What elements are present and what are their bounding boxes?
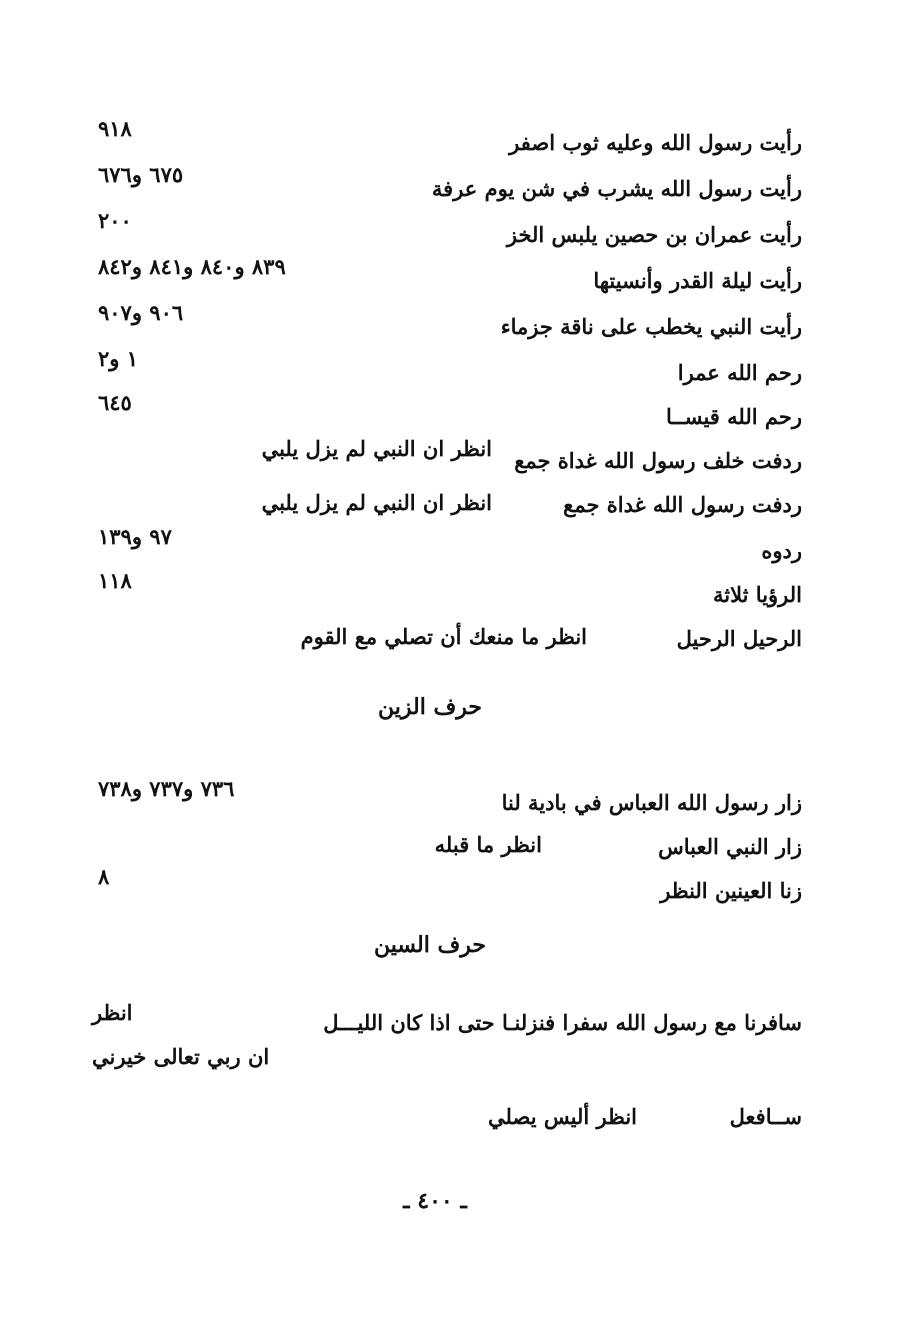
entry-ref: ١ و٢ [98, 346, 139, 371]
index-entry [90, 568, 802, 622]
index-entry [90, 346, 802, 400]
index-entry [90, 436, 802, 488]
entry-title: رحم الله عمرا [677, 360, 802, 385]
index-entry [90, 626, 802, 666]
paragraph-ref: انظر [92, 1000, 133, 1025]
entry-ref: انظر ان النبي لم يزل يلبي [261, 436, 492, 461]
entry-ref: ٨ [98, 864, 110, 889]
entry-title: الرحيل الرحيل [676, 626, 802, 651]
index-entry [90, 300, 802, 354]
entry-ref: ٧٣٦ و٧٣٧ و٧٣٨ [98, 776, 235, 801]
index-entry [90, 776, 802, 830]
entry-ref: ٨٣٩ و٨٤٠ و٨٤١ و٨٤٢ [98, 254, 286, 279]
entry-title: رأيت النبي يخطب على ناقة جزماء [500, 314, 802, 339]
section-heading-sin: حرف السين [373, 932, 487, 958]
index-entry [90, 162, 802, 216]
index-entry [90, 834, 802, 874]
entry-title: رأيت رسول الله وعليه ثوب اصفر [509, 130, 802, 155]
entry-title: رأيت ليلة القدر وأنسيتها [593, 268, 802, 293]
entry-title: زار النبي العباس [658, 834, 802, 859]
entry-title: رحم الله قيســا [666, 404, 802, 429]
entry-ref: ٩٧ و١٣٩ [98, 524, 172, 549]
entry-ref: ٩٠٦ و٩٠٧ [98, 300, 184, 325]
index-entry [90, 524, 802, 578]
entry-ref: ٩١٨ [98, 116, 132, 141]
entry-ref: انظر ما منعك أن تصلي مع القوم [300, 624, 587, 649]
entry-title: زار رسول الله العباس في بادية لنا [501, 790, 802, 815]
index-entry [90, 254, 802, 308]
entry-title: رأيت عمران بن حصين يلبس الخز [506, 222, 802, 247]
page-number: ـ ٤٠٠ ـ [403, 1188, 467, 1214]
entry-title: ردوه [761, 538, 802, 563]
entry-title: ســافعل [729, 1104, 802, 1129]
index-entry [90, 492, 802, 532]
entry-ref: انظر ان النبي لم يزل يلبي [261, 490, 492, 515]
entry-ref: ٢٠٠ [98, 208, 132, 233]
entry-ref: انظر أليس يصلي [488, 1104, 637, 1129]
section-heading-zain: حرف الزين [377, 694, 483, 720]
index-entry [90, 116, 802, 170]
entry-ref: ١١٨ [98, 568, 132, 593]
entry-ref: ٦٤٥ [98, 390, 132, 415]
entry-ref: ٦٧٥ و٦٧٦ [98, 162, 184, 187]
paragraph-line: ان ربي تعالى خيرني [92, 1044, 270, 1069]
entry-title: ردفت خلف رسول الله غداة جمع [514, 448, 802, 473]
entry-title: رأيت رسول الله يشرب في شن يوم عرفة [431, 176, 802, 201]
entry-title: زنا العينين النظر [660, 878, 802, 903]
index-entry [90, 864, 802, 918]
entry-title: الرؤيا ثلاثة [713, 582, 802, 607]
entry-ref: انظر ما قبله [434, 832, 542, 857]
entry-title: ردفت رسول الله غداة جمع [563, 492, 802, 517]
paragraph-line: سافرنا مع رسول الله سفرا فنزلنـا حتى اذا كان الليـــل [323, 1010, 802, 1035]
